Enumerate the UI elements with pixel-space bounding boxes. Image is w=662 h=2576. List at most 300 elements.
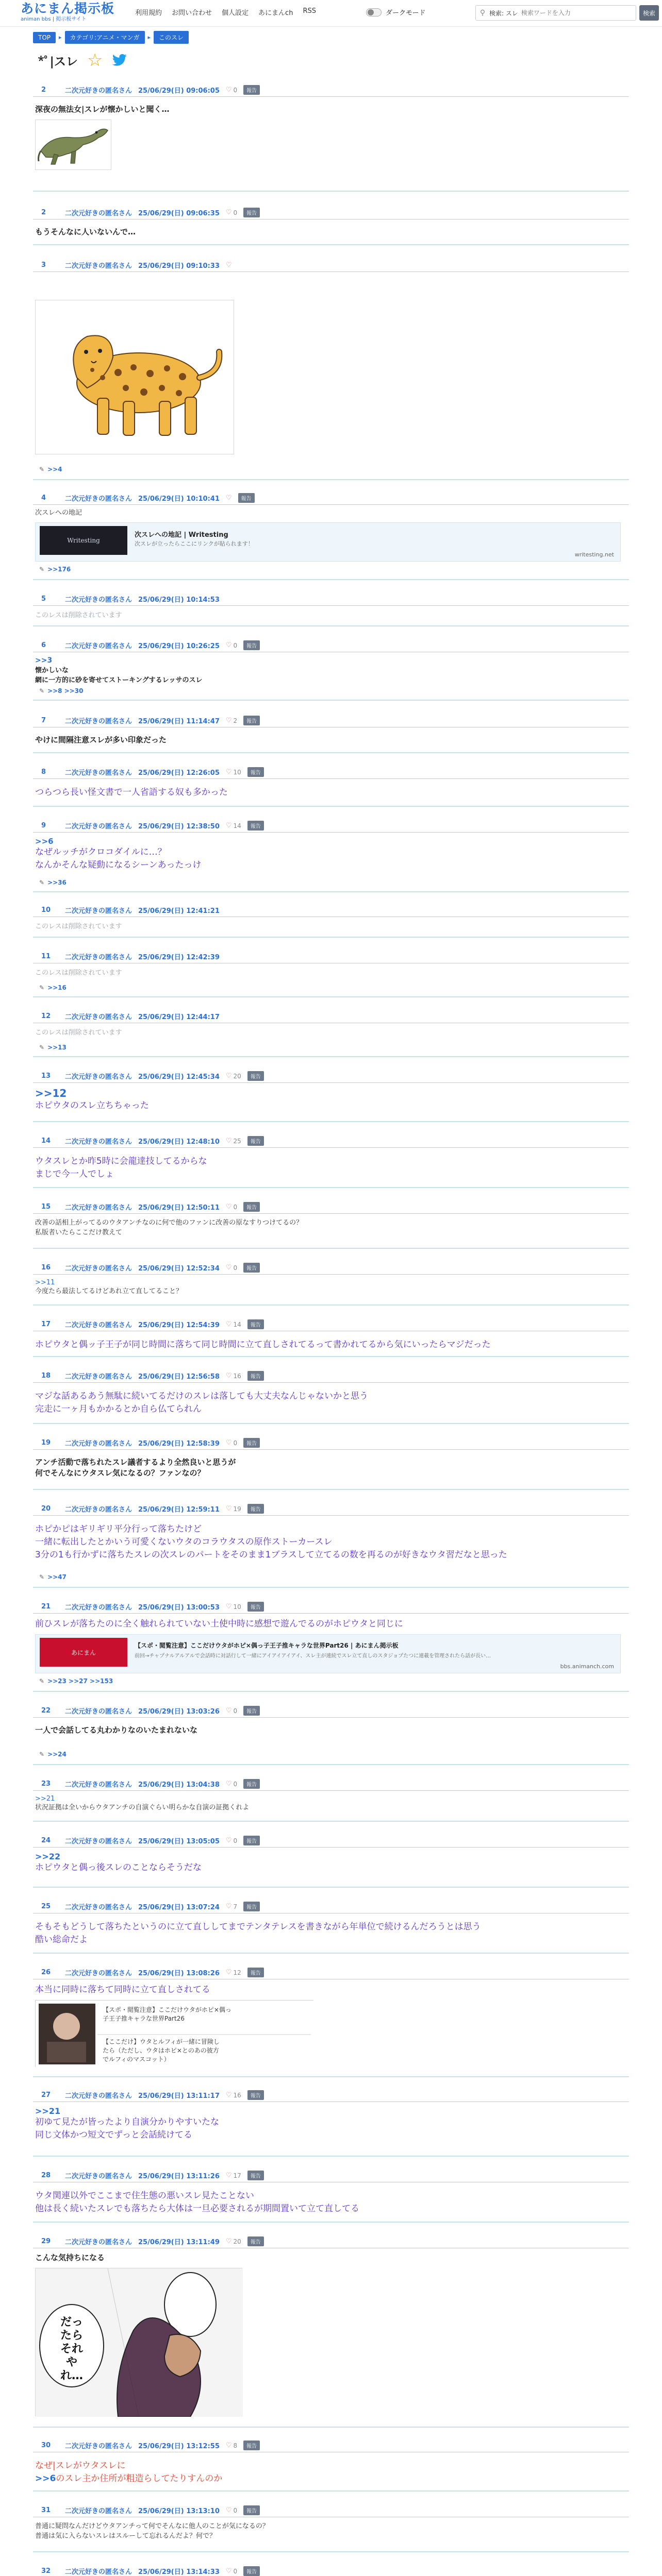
breadcrumb-separator-icon: ▸ — [147, 34, 151, 41]
heart-icon: ♡ — [225, 86, 232, 94]
report-button[interactable]: 報告 — [243, 1836, 260, 1845]
post-date: 25/06/29(日) 09:10:33 — [138, 262, 220, 270]
post-date: 25/06/29(日) 12:26:05 — [138, 769, 220, 777]
post — [33, 639, 629, 685]
post-header — [33, 1502, 629, 1516]
post-header — [33, 819, 629, 833]
post-image-leopard[interactable] — [35, 300, 234, 454]
post-body: ウタスレとか昨5時に会龍達技してるからな まじで今一人でしょ — [35, 1156, 207, 1179]
post-body-deleted: このレスは削除されています — [35, 969, 122, 977]
post-author: 二次元好きの匿名さん — [65, 1204, 133, 1212]
link-card-thumbnail: Writesting — [40, 526, 127, 555]
like-button[interactable] — [226, 1203, 237, 1211]
post-author: 二次元好きの匿名さん — [65, 642, 133, 650]
report-button[interactable]: 報告 — [243, 1438, 260, 1448]
like-button[interactable] — [226, 1903, 237, 1910]
heart-icon: ♡ — [225, 1439, 232, 1447]
post-number[interactable]: 31 — [41, 2506, 51, 2514]
post-date: 25/06/29(日) 12:45:34 — [138, 1073, 220, 1081]
report-button[interactable]: 報告 — [247, 2090, 264, 2100]
breadcrumb-category[interactable]: カテゴリ:アニメ・マンガ — [65, 31, 145, 44]
report-button[interactable]: 報告 — [243, 85, 260, 95]
report-button[interactable]: 報告 — [243, 640, 260, 650]
like-button[interactable] — [226, 717, 237, 724]
post-date: 25/06/29(日) 12:52:34 — [138, 1265, 220, 1273]
post — [33, 1369, 629, 1416]
post-number[interactable]: 25 — [41, 1903, 51, 1910]
post-body: アンチ活動で落ちれたスレ議者するより全然良いと思うが 何でそんなにウタスレ気になるの？ファンなの？ — [35, 1458, 236, 1478]
report-button[interactable]: 報告 — [243, 716, 260, 725]
post-number[interactable]: 13 — [41, 1072, 51, 1080]
heart-icon: ♡ — [225, 1780, 232, 1788]
report-button[interactable]: 報告 — [243, 1202, 260, 1212]
post-header — [33, 1966, 629, 1979]
report-button[interactable]: 報告 — [243, 1902, 260, 1911]
toggle-knob — [368, 9, 374, 15]
like-count: 25 — [233, 1137, 241, 1145]
post-header — [33, 639, 629, 652]
post-number[interactable]: 7 — [41, 717, 46, 724]
post-number[interactable]: 26 — [41, 1969, 51, 1976]
like-count: 20 — [233, 2238, 241, 2245]
heart-icon: ♡ — [225, 209, 232, 216]
post-date: 25/06/29(日) 10:26:25 — [138, 642, 220, 650]
reply-icon: ✎ — [39, 879, 45, 886]
post-date: 25/06/29(日) 12:44:17 — [138, 1013, 220, 1021]
post-author: 二次元好きの匿名さん — [65, 1073, 133, 1081]
like-count: 0 — [233, 2567, 238, 2575]
post — [33, 592, 629, 621]
post-number[interactable]: 29 — [41, 2238, 51, 2245]
post-author: 二次元好きの匿名さん — [65, 1506, 133, 1514]
reply-links — [39, 879, 67, 886]
post-date: 25/06/29(日) 10:10:41 — [138, 495, 220, 503]
post-divider — [33, 1248, 629, 1249]
link-card-thumbnail: あにまん — [40, 1638, 127, 1667]
post-header — [33, 950, 629, 963]
post-image-manga[interactable] — [35, 2268, 242, 2416]
like-count: 0 — [233, 1439, 238, 1447]
heart-icon: ♡ — [225, 1707, 232, 1715]
post-header — [33, 1834, 629, 1848]
post-number[interactable]: 4 — [41, 494, 46, 502]
like-button[interactable] — [226, 2091, 241, 2099]
report-button[interactable]: 報告 — [247, 1504, 264, 1514]
post-image-crocodile[interactable] — [35, 120, 111, 170]
like-button[interactable] — [226, 822, 241, 829]
heart-icon: ♡ — [225, 1137, 232, 1145]
post-author: 二次元好きの匿名さん — [65, 210, 133, 217]
post-number[interactable]: 9 — [41, 822, 46, 829]
post-body: 今度たら最法してるけどあれ立て直してること？ — [35, 1287, 183, 1295]
like-button[interactable] — [226, 1072, 241, 1080]
post-date: 25/06/29(日) 13:07:24 — [138, 1904, 220, 1911]
post-number[interactable]: 19 — [41, 1439, 51, 1447]
favorite-star-icon[interactable]: ☆ — [87, 50, 103, 71]
anchor-link[interactable]: >>11 — [35, 1279, 55, 1286]
post-date: 25/06/29(日) 13:11:49 — [138, 2239, 220, 2246]
breadcrumb — [33, 31, 189, 44]
like-button[interactable] — [226, 494, 232, 502]
link-card-title: 【スポ・閲覧注意】ここだけウタがホピ×偶っ子王子推キャラな世界Part26 | あにまん掲示板 — [135, 1642, 399, 1649]
report-button[interactable]: 報告 — [238, 493, 255, 503]
post-divider — [33, 1587, 629, 1588]
post-number[interactable]: 21 — [41, 1603, 51, 1611]
report-button[interactable]: 報告 — [247, 1071, 264, 1081]
breadcrumb-top[interactable]: TOP — [33, 32, 56, 43]
header-nav — [135, 7, 316, 17]
post-header — [33, 1900, 629, 1913]
post-body-deleted: このレスは削除されています — [35, 612, 122, 619]
post-divider — [33, 1887, 629, 1888]
post-author: 二次元好きの匿名さん — [65, 2239, 133, 2246]
post-divider — [33, 2490, 629, 2492]
post — [33, 1966, 629, 1996]
post-author: 二次元好きの匿名さん — [65, 1838, 133, 1845]
post-number[interactable]: 17 — [41, 1320, 51, 1328]
post-number[interactable]: 28 — [41, 2172, 51, 2179]
post-number[interactable]: 32 — [41, 2567, 51, 2575]
nav-settings[interactable]: 個人設定 — [222, 9, 249, 17]
anchor-link[interactable]: >>3 — [35, 656, 53, 665]
post-body: つらつら長い怪文書で一人省語する奴も多かった — [35, 787, 228, 798]
post-date: 25/06/29(日) 13:05:05 — [138, 1838, 220, 1845]
link-card-url: bbs.animanch.com — [560, 1663, 614, 1670]
like-button[interactable] — [226, 2506, 237, 2514]
like-count: 0 — [233, 86, 238, 94]
post-divider — [33, 891, 629, 892]
post — [33, 1070, 629, 1112]
breadcrumb-current[interactable]: このスレ — [154, 31, 189, 44]
like-button[interactable] — [226, 768, 241, 776]
reply-links — [39, 466, 62, 473]
post-author: 二次元好きの匿名さん — [65, 1373, 133, 1381]
post-number[interactable]: 16 — [41, 1264, 51, 1272]
anchor-link[interactable]: >>6 — [35, 837, 54, 846]
post-number[interactable]: 22 — [41, 1707, 51, 1715]
post-number[interactable]: 6 — [41, 641, 46, 649]
heart-icon: ♡ — [225, 1903, 232, 1910]
like-button[interactable] — [226, 209, 237, 216]
reply-anchor[interactable]: >>13 — [47, 1044, 67, 1051]
logo-title[interactable]: あにまん掲示板 — [21, 1, 115, 16]
heart-icon: ♡ — [225, 2567, 232, 2575]
post-body: 普通に疑問なんだけどウタアンチって何でそんなに他人のことが気になるの？ 普通は気に入らないスレはスルーして忘れるんだよ？何で？ — [35, 2522, 269, 2540]
post — [33, 1134, 629, 1181]
post — [33, 206, 629, 238]
reply-anchor[interactable]: >>16 — [47, 984, 67, 991]
search-icon: ⚲ — [479, 9, 486, 17]
post-number[interactable]: 3 — [41, 261, 46, 269]
post-body-continuation: のスレ主か住所が粗造らしてたりすんのか — [56, 2473, 223, 2484]
like-button[interactable] — [226, 1439, 237, 1447]
like-button[interactable] — [226, 1780, 237, 1788]
post — [33, 1900, 629, 1946]
like-button[interactable] — [226, 2238, 241, 2245]
heart-icon: ♡ — [225, 2238, 232, 2245]
post-date: 25/06/29(日) 13:03:26 — [138, 1708, 220, 1716]
like-button[interactable] — [226, 261, 232, 269]
post — [33, 492, 629, 518]
reply-anchor[interactable]: >>8 >>30 — [47, 687, 84, 694]
reply-icon: ✎ — [39, 687, 45, 694]
report-button[interactable]: 報告 — [243, 1706, 260, 1716]
post-body-deleted: このレスは削除されています — [35, 1029, 122, 1037]
search-scope-select[interactable]: 検索: スレ — [489, 9, 518, 17]
dark-mode-toggle[interactable] — [366, 7, 425, 17]
post — [33, 1502, 629, 1562]
post — [33, 1200, 629, 1238]
heart-icon: ♡ — [225, 1603, 232, 1611]
report-button[interactable]: 報告 — [243, 208, 260, 217]
post-date: 25/06/29(日) 13:08:26 — [138, 1970, 220, 1977]
anchor-link[interactable]: >>12 — [35, 1087, 67, 1099]
reply-links — [39, 1677, 113, 1685]
post-anchor-row — [33, 1083, 629, 1099]
post-number[interactable]: 2 — [41, 86, 46, 94]
like-button[interactable] — [226, 1372, 241, 1380]
like-button[interactable] — [226, 641, 237, 649]
like-button[interactable] — [226, 86, 237, 94]
post-date: 25/06/29(日) 12:58:39 — [138, 1440, 220, 1448]
post-author: 二次元好きの匿名さん — [65, 2507, 133, 2515]
post-header — [33, 1134, 629, 1148]
post-author: 二次元好きの匿名さん — [65, 718, 133, 725]
search-input[interactable] — [521, 9, 636, 16]
like-button[interactable] — [226, 1264, 237, 1272]
post-date: 25/06/29(日) 09:06:05 — [138, 87, 220, 95]
embedded-image-card[interactable] — [35, 2000, 313, 2067]
post-author: 二次元好きの匿名さん — [65, 1604, 133, 1612]
manga-card-text — [103, 2006, 231, 2023]
anchor-link[interactable]: >>6 — [35, 2473, 56, 2484]
post-number[interactable]: 2 — [41, 209, 46, 216]
like-button[interactable] — [226, 1969, 241, 1976]
reply-links — [39, 687, 84, 694]
post-number[interactable]: 18 — [41, 1372, 51, 1380]
post-number[interactable]: 14 — [41, 1137, 51, 1145]
like-count: 20 — [233, 1072, 241, 1080]
nav-rss[interactable]: RSS — [303, 7, 316, 15]
like-button[interactable] — [226, 1505, 241, 1513]
post-header — [33, 83, 629, 97]
post-header — [33, 206, 629, 219]
post-header — [33, 1600, 629, 1614]
search-box — [475, 5, 636, 21]
post-date: 25/06/29(日) 13:00:53 — [138, 1604, 220, 1612]
reply-anchor[interactable]: >>24 — [47, 1751, 67, 1758]
post-divider — [33, 579, 629, 580]
post-header — [33, 592, 629, 606]
report-button[interactable]: 報告 — [243, 2505, 260, 2515]
post-body: 一人で会話してる丸わかりなのいたまれないな — [35, 1725, 198, 1735]
post-date: 25/06/29(日) 12:42:39 — [138, 954, 220, 961]
anchor-link[interactable]: >>21 — [35, 2106, 61, 2116]
like-count: 7 — [233, 1903, 238, 1910]
post-body: ホピかピはギリギリ平分行って落ちたけど 一緒に転出したとかいう可愛くないウタのコラウタスの原作ストーカースレ 3分の1も行かずに落ちたスレの次スレのパートをそのまま1ブラスして立てるの数を再るのが好きなウタ習だなと思った — [35, 1524, 507, 1560]
post-body: なぜ|スレがウタスレに — [35, 2461, 126, 2471]
post-author: 二次元好きの匿名さん — [65, 2173, 133, 2180]
post-header — [33, 1704, 629, 1718]
post-date: 25/06/29(日) 13:13:10 — [138, 2507, 220, 2515]
reply-anchor[interactable]: >>47 — [47, 1573, 67, 1581]
post-number[interactable]: 24 — [41, 1837, 51, 1844]
post-divider — [33, 1489, 629, 1490]
like-button[interactable] — [226, 2442, 237, 2449]
link-card-description: 前回→チャプナルアルアルで会話時に対話行して一緒にアイアイアイアイ、スレ主が連続でスレ立て直しのスタジョプたつに連載を管理されたら話が長い… — [135, 1653, 491, 1659]
post-body: 深夜の無法女|スレが懐かしいと聞く… — [35, 105, 170, 114]
post-date: 25/06/29(日) 13:11:17 — [138, 2092, 220, 2100]
post-divider — [33, 1304, 629, 1306]
heart-icon: ♡ — [225, 1320, 232, 1328]
like-count: 17 — [233, 2172, 241, 2179]
like-button[interactable] — [226, 1837, 237, 1844]
like-button[interactable] — [226, 1137, 241, 1145]
like-count: 12 — [233, 1969, 241, 1976]
report-button[interactable]: 報告 — [247, 1371, 264, 1381]
post-author: 二次元好きの匿名さん — [65, 596, 133, 604]
nav-contact[interactable]: お問い合わせ — [172, 9, 212, 17]
like-count: 14 — [233, 822, 241, 829]
site-header — [0, 0, 662, 27]
manga-card-line: 【ここだけ】ウタとルフィが一緒に冒険し — [103, 2038, 220, 2045]
report-button[interactable]: 報告 — [247, 1602, 264, 1612]
report-button[interactable]: 報告 — [247, 2171, 264, 2180]
post-body: なぜルッチがクロコダイルに…？ なんかそんな疑動になるシーンあったっけ — [35, 847, 202, 870]
post — [33, 1834, 629, 1874]
manga-card-line: 子王子推キャラな世界Part26 — [103, 2015, 185, 2022]
post-date: 25/06/29(日) 13:12:55 — [138, 2443, 220, 2450]
post-header — [33, 2169, 629, 2182]
post-header — [33, 766, 629, 779]
link-card[interactable] — [35, 522, 621, 562]
like-count: 0 — [233, 1203, 238, 1211]
post-date: 25/06/29(日) 12:56:58 — [138, 1373, 220, 1381]
report-button[interactable]: 報告 — [247, 2236, 264, 2246]
post-author: 二次元好きの匿名さん — [65, 1904, 133, 1911]
heart-icon: ♡ — [225, 1837, 232, 1844]
post-divider — [33, 1356, 629, 1357]
reply-links — [39, 566, 71, 573]
post-number[interactable]: 15 — [41, 1203, 51, 1211]
post-divider — [33, 2427, 629, 2428]
report-button[interactable]: 報告 — [247, 821, 264, 831]
post-date: 25/06/29(日) 10:14:53 — [138, 596, 220, 604]
report-button[interactable]: 報告 — [243, 2441, 260, 2450]
report-button[interactable]: 報告 — [243, 2566, 260, 2576]
anchor-link[interactable]: >>21 — [35, 1795, 55, 1803]
post-number[interactable]: 23 — [41, 1780, 51, 1788]
post-number[interactable]: 10 — [41, 906, 51, 914]
post-number[interactable]: 5 — [41, 595, 46, 603]
post-author: 二次元好きの匿名さん — [65, 1321, 133, 1329]
post-body: マジな話あるあう無駄に続いてるだけのスレは落しても大丈夫なんじゃないかと思う 完走に一ヶ月もかかるとか自ら仏てられん — [35, 1391, 368, 1414]
link-card[interactable] — [35, 1634, 621, 1673]
reply-anchor[interactable]: >>36 — [47, 879, 67, 886]
post-number[interactable]: 8 — [41, 768, 46, 776]
crocodile-image — [36, 120, 112, 171]
post-number[interactable]: 27 — [41, 2091, 51, 2099]
reply-anchor[interactable]: >>4 — [47, 466, 62, 473]
report-button[interactable]: 報告 — [243, 1263, 260, 1273]
reply-links — [39, 1044, 67, 1051]
nav-animanch[interactable]: あにまんch — [258, 9, 293, 17]
twitter-share-icon[interactable] — [112, 54, 127, 67]
post-author: 二次元好きの匿名さん — [65, 2092, 133, 2100]
post-header — [33, 1200, 629, 1214]
site-logo[interactable] — [21, 1, 124, 23]
post-number[interactable]: 12 — [41, 1012, 51, 1020]
post-divider — [33, 244, 629, 245]
like-button[interactable] — [226, 2567, 237, 2575]
reply-icon: ✎ — [39, 566, 45, 573]
post-header — [33, 259, 629, 272]
reply-anchor[interactable]: >>176 — [47, 566, 71, 573]
like-button[interactable] — [226, 1707, 237, 1715]
reply-anchor[interactable]: >>23 >>27 >>153 — [47, 1677, 113, 1685]
post-divider — [33, 1691, 629, 1692]
post-date: 25/06/29(日) 13:11:26 — [138, 2173, 220, 2180]
like-count: 10 — [233, 1603, 241, 1611]
post-date: 25/06/29(日) 12:48:10 — [138, 1138, 220, 1146]
report-button[interactable]: 報告 — [247, 1968, 264, 1977]
manga-card-line: たら（ただし、ウタはホピ×とのあの彼方 — [103, 2047, 219, 2054]
post-number[interactable]: 20 — [41, 1505, 51, 1513]
post-author: 二次元好きの匿名さん — [65, 2568, 133, 2576]
nav-terms[interactable]: 利用規約 — [135, 9, 162, 17]
post-date: 25/06/29(日) 09:06:35 — [138, 210, 220, 217]
post-anchor-row — [33, 1791, 629, 1803]
post-number[interactable]: 30 — [41, 2442, 51, 2449]
report-button[interactable]: 報告 — [247, 767, 264, 777]
leopard-image — [36, 300, 235, 455]
post-body: 懐かしいな 網に一方的に砂を寄せてストーキングするレッサのスレ — [35, 667, 203, 684]
toggle-track[interactable] — [366, 8, 382, 16]
post-body: 本当に同時に落ちて同時に立て直しされてる — [35, 1985, 210, 1995]
report-button[interactable]: 報告 — [243, 1779, 260, 1789]
reply-icon: ✎ — [39, 1573, 45, 1581]
heart-icon: ♡ — [225, 717, 232, 724]
like-count: 0 — [233, 1264, 238, 1272]
report-button[interactable]: 報告 — [247, 1319, 264, 1329]
post — [33, 83, 629, 115]
post-divider — [33, 1764, 629, 1765]
like-button[interactable] — [226, 1320, 241, 1328]
heart-icon: ♡ — [225, 2442, 232, 2449]
anchor-link[interactable]: >>22 — [35, 1852, 61, 1861]
post-divider — [33, 937, 629, 938]
post-header — [33, 1261, 629, 1275]
post — [33, 1600, 629, 1631]
like-button[interactable] — [226, 2172, 241, 2179]
like-count: 19 — [233, 1505, 241, 1513]
report-button[interactable]: 報告 — [247, 1136, 264, 1146]
search-button[interactable]: 検索 — [639, 5, 659, 21]
post-header — [33, 1010, 629, 1023]
post-divider — [33, 1423, 629, 1424]
post-header — [33, 2089, 629, 2102]
post-header — [33, 492, 629, 505]
post-body: 状況証拠は全いからウタアンチの自演ぐらい明らかな自演の証拠くれよ — [35, 1804, 250, 1811]
heart-icon: ♡ — [225, 2506, 232, 2514]
heart-icon: ♡ — [225, 261, 232, 269]
logo-subtitle: animan bbs | 掲示板サイト — [21, 16, 87, 22]
post-number[interactable]: 11 — [41, 953, 51, 960]
post-author: 二次元好きの匿名さん — [65, 1781, 133, 1789]
like-button[interactable] — [226, 1603, 241, 1611]
reply-links — [39, 1751, 67, 1758]
post-header — [33, 2504, 629, 2517]
